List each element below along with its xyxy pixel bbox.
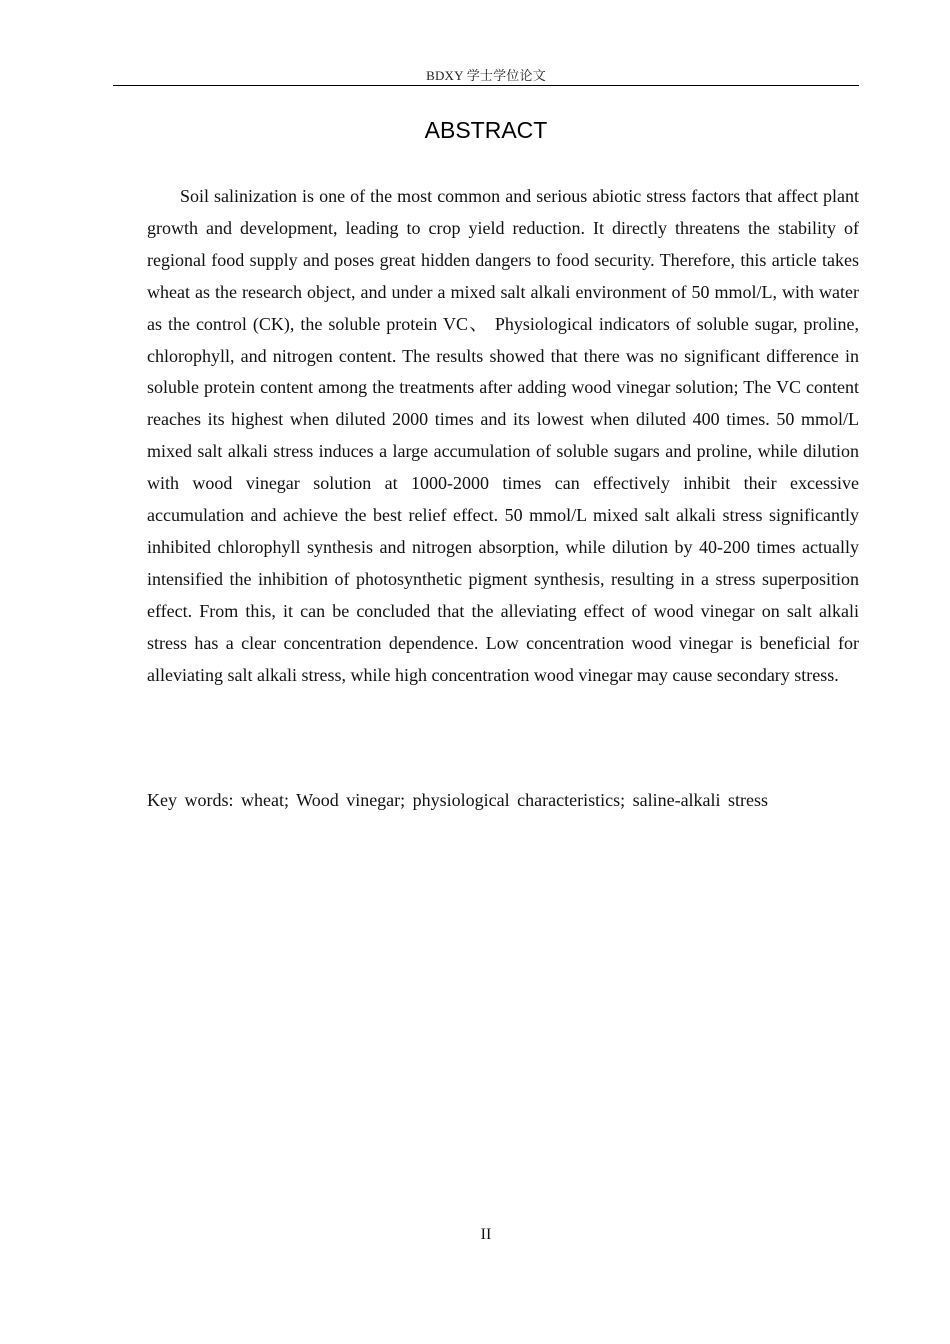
running-header: BDXY 学士学位论文 xyxy=(426,68,546,83)
page-title: ABSTRACT xyxy=(424,117,548,143)
header-divider xyxy=(113,85,859,86)
abstract-body: Soil salinization is one of the most common and serious abiotic stress factors that affect plant growth and development, leading to crop yield reduction. It directly threatens the stability of regional food supply and poses great hidden dangers to food security. Therefore, this article takes wheat as the research object, and under a mixed salt alkali environment of 50 mmol/L, with water as the control (CK), the soluble protein VC、 Physiological indicators of soluble sugar, proline, chlorophyll, and nitrogen content. The results showed that there was no significant difference in soluble protein content among the treatments after adding wood vinegar solution; The VC content reaches its highest when diluted 2000 times and its lowest when diluted 400 times. 50 mmol/L mixed salt alkali stress induces a large accumulation of soluble sugars and proline, while dilution with wood vinegar solution at 1000-2000 times can effectively inhibit their excessive accumulation and achieve the best relief effect. 50 mmol/L mixed salt alkali stress significantly inhibited chlorophyll synthesis and nitrogen absorption, while dilution by 40-200 times actually intensified the inhibition of photosynthetic pigment synthesis, resulting in a stress superposition effect. From this, it can be concluded that the alleviating effect of wood vinegar on salt alkali stress has a clear concentration dependence. Low concentration wood vinegar is beneficial for alleviating salt alkali stress, while high concentration wood vinegar may cause secondary stress. xyxy=(147,186,859,685)
page-number: II xyxy=(480,1226,492,1243)
keywords-line: Key words: wheat; Wood vinegar; physiological characteristics; saline-alkali stress xyxy=(147,790,769,810)
